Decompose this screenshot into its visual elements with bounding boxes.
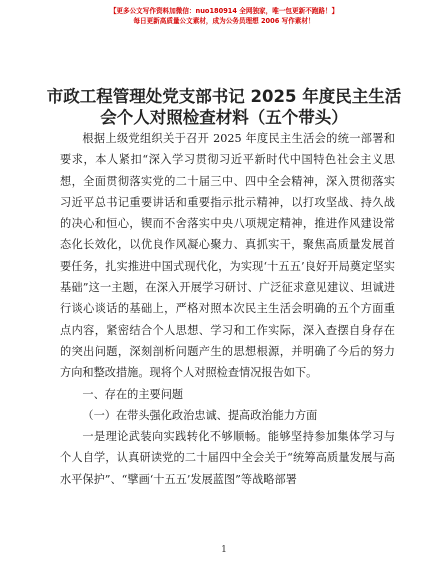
promo-banner xyxy=(0,6,448,26)
promo-banner-line-2: 每日更新高质量公文素材，成为公务员理想 2006 写作素材！ xyxy=(133,17,315,25)
subsection-heading: （一）在带头强化政治忠诚、提高政治能力方面 xyxy=(82,408,318,422)
page-number: 1 xyxy=(221,545,227,555)
document-title-line-1: 市政工程管理处党支部书记 2025 年度民主生活 xyxy=(46,87,402,106)
promo-banner-line-1: 【更多公文写作资料加微信：nuo180914 全网独家，唯一包更新不跑路！】 xyxy=(109,7,339,15)
document-title xyxy=(40,86,408,128)
document-body xyxy=(60,128,395,490)
point-paragraph: 一是理论武装向实践转化不够顺畅。能够坚持参加集体学习与个人自学，认真研读党的二十届四中全会关于“统筹高质量发展与高水平保护”、“擘画‘十五五’发展蓝图”等战略部署 xyxy=(60,430,395,486)
document-title-line-2: 会个人对照检查材料（五个带头） xyxy=(100,108,348,127)
intro-paragraph: 根据上级党组织关于召开 2025 年度民主生活会的统一部署和要求，本人紧扣“深入学习贯彻习近平新时代中国特色社会主义思想，全面贯彻落实党的二十届三中、四中全会精神，深入贯彻落实习近平总书记重要讲话和重要指示批示精神，以打攻坚战、持久战的决心和恒心，锲而不舍落实中央八项规定精神，推进作风建设常态化长效化，以优良作风凝心聚力、真抓实干，聚焦高质量发展首要任务，扎实推进中国式现代化，为实现‘十五五’良好开局奠定坚实基础”这一主题，在深入开展学习研讨、广泛征求意见建议、坦诚进行谈心谈话的基础上，严格对照本次民主生活会明确的五个方面重点内容，紧密结合个人思想、学习和工作实际，深入查摆自身存在的突出问题，深刻剖析问题产生的思想根源，并明确了今后的努力方向和整改措施。现将个人对照检查情况报告如下。 xyxy=(60,132,395,380)
section-heading: 一、存在的主要问题 xyxy=(82,387,184,401)
